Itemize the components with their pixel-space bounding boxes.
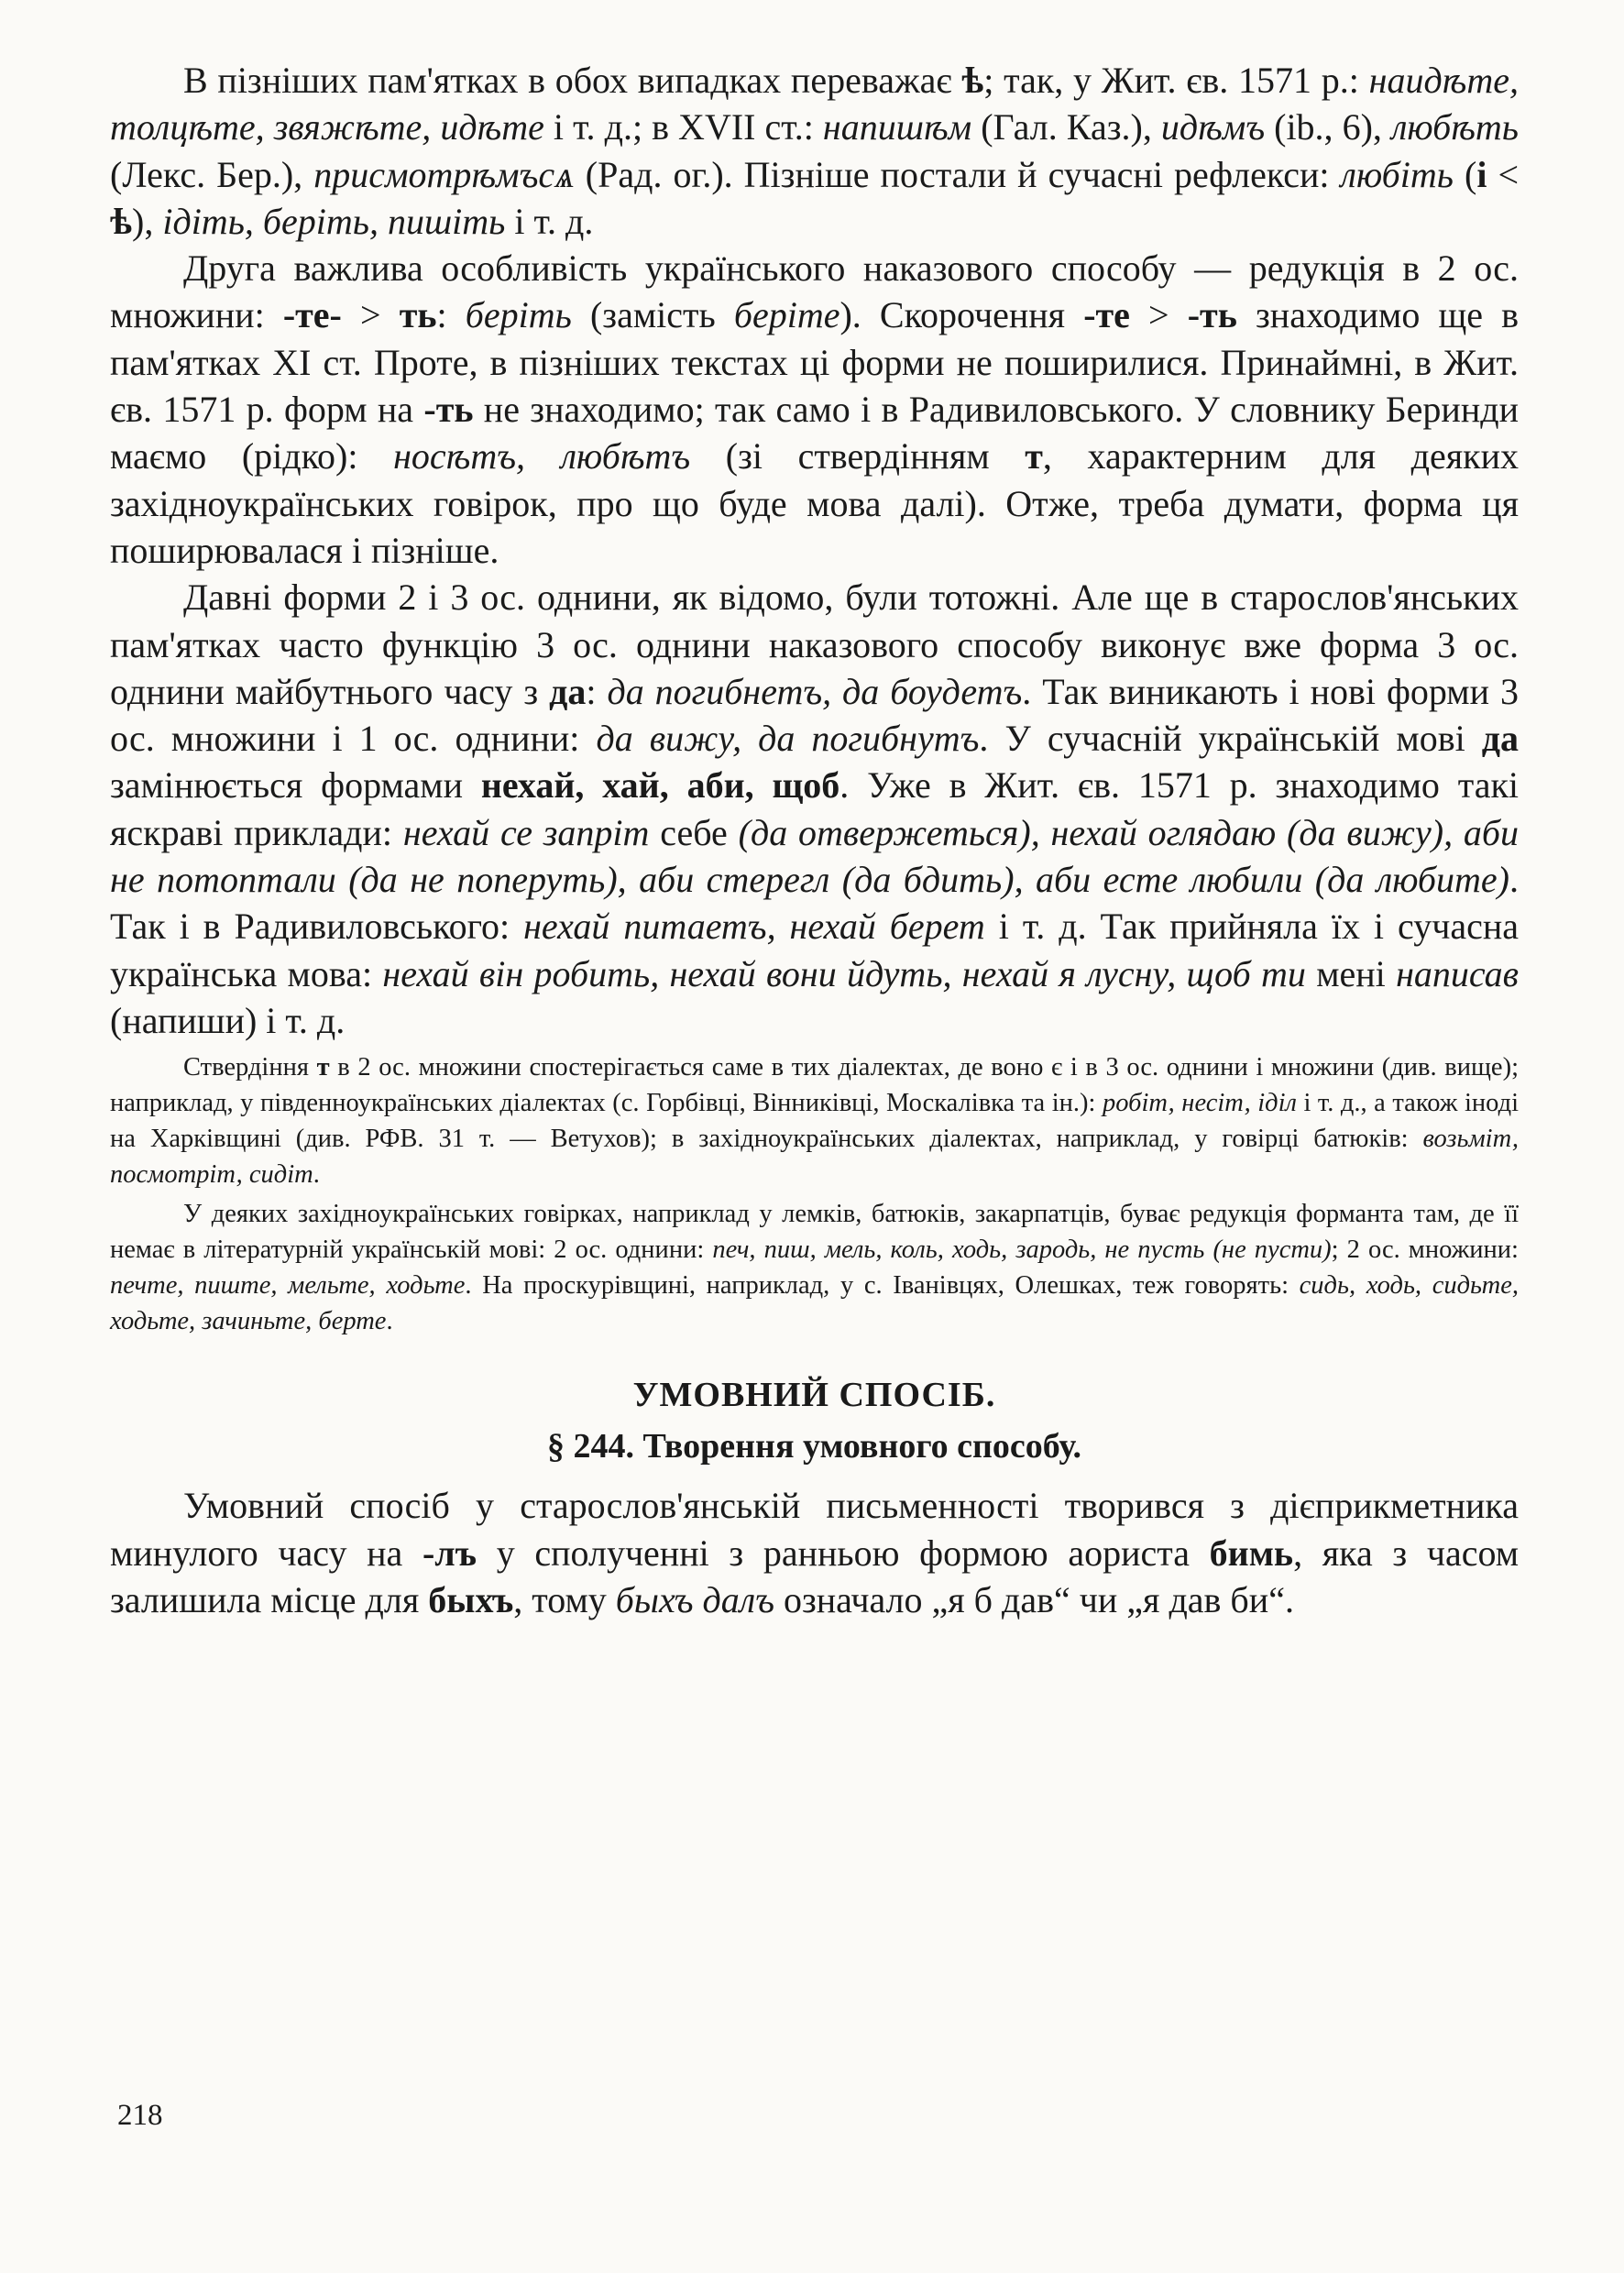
footnote-2: У деяких західноукраїнських говірках, наприклад у лемків, батюків, закарпатців, буває редукція форманта там, де її немає в літературній українській мові: 2 ос. однини: печ, пиш, мель, коль, ходь, зародь, не пусть (не пусти); 2 ос. множини: печте, пиште, мельте, ходьте. На проскурівщині, наприклад, у с. Іванівцях, Олешках, теж говорять: сидь, ходь, сидьте, ходьте, зачиньте, берте. — [110, 1200, 1519, 1336]
section-heading: УМОВНИЙ СПОСІБ. — [632, 1376, 996, 1415]
paragraph-heading: § 244. Творення умовного способу. — [546, 1427, 1082, 1466]
paragraph-3: Давні форми 2 і 3 ос. однини, як відомо, були тотожні. Але ще в старослов'янських пам'ятках часто функцію 3 ос. однини наказового способу виконує вже форма 3 ос. однини майбутнього часу з да: да погибнетъ, да боудетъ. Так виникають і нові форми 3 ос. множини і 1 ос. однини: да вижу, да погибнутъ. У сучасній українській мові да замінюється формами нехай, хай, аби, щоб. Уже в Жит. єв. 1571 р. знаходимо такі яскраві приклади: нехай се запріт себе (да отвержеться), нехай оглядаю (да вижу), аби не потоптали (да не поперуть), аби стерегл (да бдить), аби есте любили (да любите). Так і в Радивиловського: нехай питаетъ, нехай берет і т. д. Так прийняла їх і сучасна українська мова: нехай він робить, нехай вони йдуть, нехай я лусну, щоб ти мені написав (напиши) і т. д. — [110, 576, 1520, 1041]
paragraph-1: В пізніших пам'ятках в обох випадках переважає ѣ; так, у Жит. єв. 1571 р.: наидѣте, толцѣте, звяжѣте, идѣте і т. д.; в XVII ст.: напишѣм (Гал. Каз.), идѣмъ (ib., 6), любѣть (Лекс. Бер.), присмотрѣмъсѧ (Рад. ог.). Пізніше постали й сучасні рефлекси: любіть (і < ѣ), ідіть, беріть, пишіть і т. д. — [110, 60, 1520, 242]
paragraph-2: Друга важлива особливість українського наказового способу — редукція в 2 ос. множини: -те- > ть: беріть (замість беріте). Скорочення -те > -ть знаходимо ще в пам'ятках XI ст. Проте, в пізніших текстах ці форми не поширилися. Принаймні, в Жит. єв. 1571 р. форм на -ть не знаходимо; так само і в Радивиловського. У словнику Беринди маємо (рідко): носѣтъ, любѣтъ (зі ствердінням т, характерним для деяких західноукраїнських говірок, про що буде мова далі). Отже, треба думати, форма ця поширювалася і пізніше. — [110, 247, 1520, 571]
footnote-1: Ствердіння т в 2 ос. множини спостерігається саме в тих діалектах, де воно є і в 3 ос. однини і множини (див. вище); наприклад, у південноукраїнських діалектах (с. Горбівці, Вінниківці, Москалівка та ін.): робіт, несіт, іділ і т. д., а також іноді на Харківщині (див. РФВ. 31 т. — Ветухов); в західноукраїнських діалектах, наприклад, у говірці батюків: возьміт, посмотріт, сидіт. — [110, 1053, 1520, 1190]
page-number: 218 — [117, 2099, 163, 2132]
closing-paragraph: Умовний спосіб у старослов'янській письменності творився з дієприкметника минулого часу на -лъ у сполученні з ранньою формою аориста бимь, яка з часом залишила місце для быхъ, тому быхъ далъ означало „я б дав“ чи „я дав би“. — [110, 1485, 1520, 1620]
